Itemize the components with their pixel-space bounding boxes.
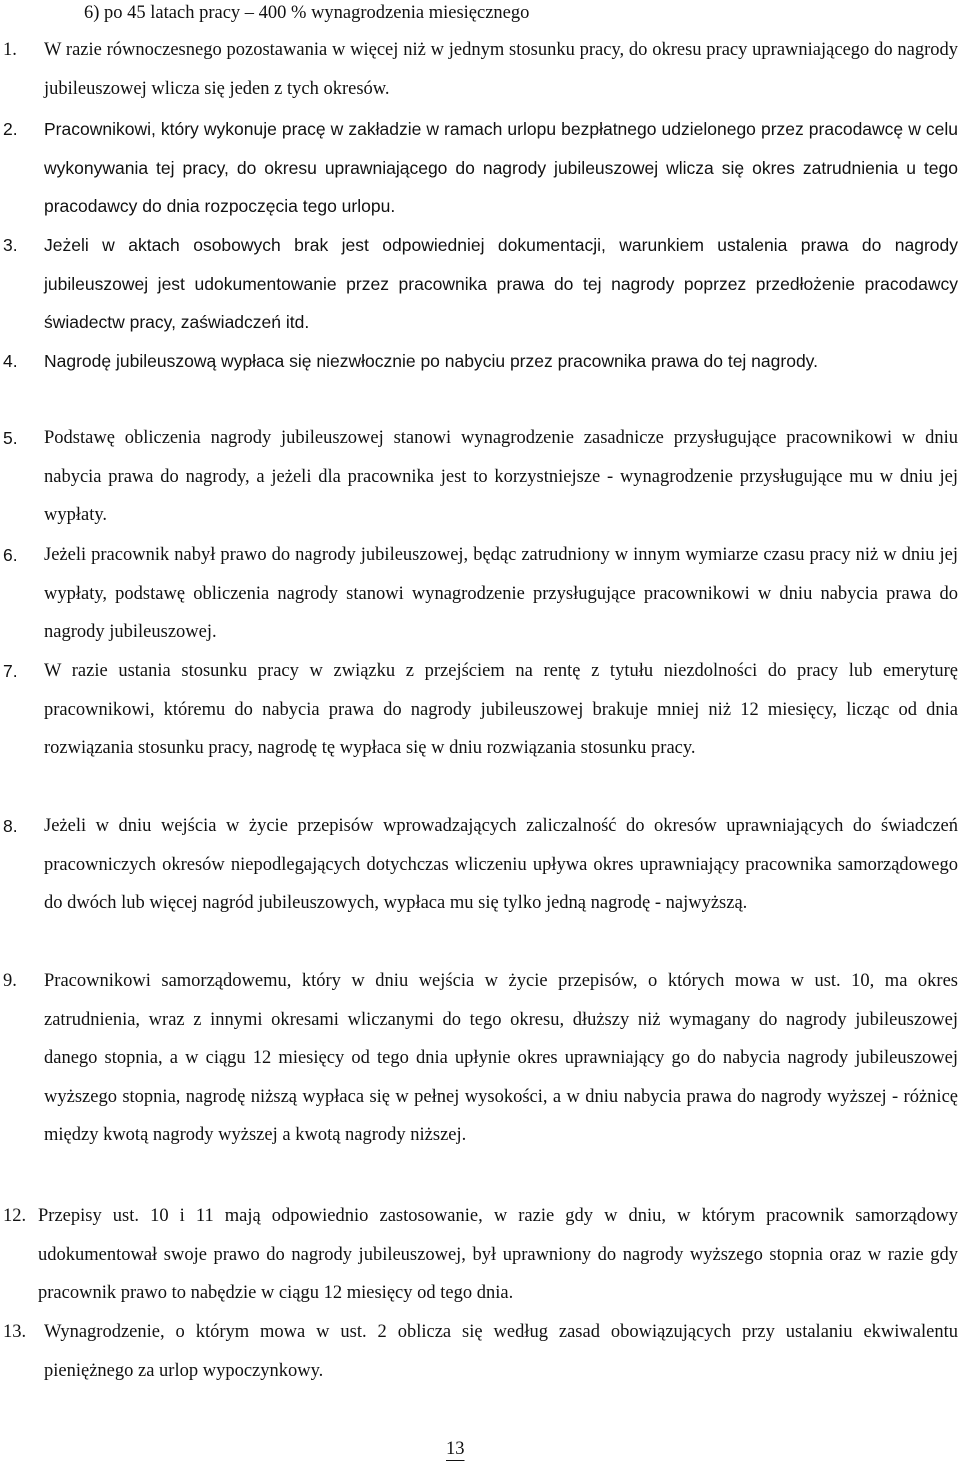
- paragraph-number: 12.: [3, 1206, 27, 1226]
- paragraph-number: 9.: [3, 971, 17, 991]
- paragraph-text: Podstawę obliczenia nagrody jubileuszowej stanowi wynagrodzenie zasadnicze przysługujące pracownikowi w dniu nabycia prawa do nagrody, a jeżeli dla pracownika jest to korzystniejsze - wynagrodzenie przysługujące mu w dniu jej wypłaty.: [44, 428, 958, 526]
- paragraph-number: 13.: [3, 1322, 27, 1342]
- paragraph-text: Pracownikowi samorządowemu, który w dniu wejścia w życie przepisów, o których mowa w ust. 10, ma okres zatrudnienia, wraz z innymi okresami wliczanymi do tego okresu, dłuższy niż wymagany do nagrody jubileuszowej danego stopnia, a w ciągu 12 miesięcy od tego dnia upłynie okres uprawniający go do nabycia nagrody jubileuszowej wyższego stopnia, nagrodę niższą wypłaca się w pełnej wysokości, a w dniu nabycia prawa do nagrody wyższej - różnicę między kwotą nagrody wyższej a kwotą nagrody niższej.: [44, 971, 958, 1146]
- paragraph-text: Jeżeli w dniu wejścia w życie przepisów wprowadzających zaliczalność do okresów uprawniających do świadczeń pracowniczych okresów niepodlegających dotychczas wliczeniu upływa okres uprawniający pracownika samorządowego do dwóch lub więcej nagród jubileuszowych, wypłaca mu się tylko jedną nagrodę - najwyższą.: [44, 816, 958, 914]
- paragraph-number: 7.: [3, 661, 18, 681]
- paragraph-number: 3.: [3, 235, 18, 255]
- paragraph-text: Wynagrodzenie, o którym mowa w ust. 2 oblicza się według zasad obowiązujących przy ustalaniu ekwiwalentu pieniężnego za urlop wypoczynkowy.: [44, 1322, 958, 1381]
- paragraph-number: 6.: [3, 545, 18, 565]
- paragraph-number: 4.: [3, 351, 18, 371]
- paragraph-number: 5.: [3, 428, 18, 448]
- page-number: 13: [446, 1439, 465, 1459]
- paragraph-text: [38, 1197, 958, 1313]
- paragraph-text: W razie ustania stosunku pracy w związku z przejściem na rentę z tytułu niezdolności do pracy lub emeryturę pracownikowi, któremu do nabycia prawa do nagrody jubileuszowej brakuje mniej niż 12 miesięcy, licząc od dnia rozwiązania stosunku pracy, nagrodę tę wypłaca się w dniu rozwiązania stosunku pracy.: [44, 661, 958, 759]
- paragraph-number: 1.: [3, 40, 17, 60]
- paragraph-continuation: 10 i 11 mają odpowiednio zastosowanie, w razie gdy w dniu, w którym pracownik samorządowy udokumentował swoje prawo do nagrody jubileuszowej, był uprawniony do nagrody wyższego stopnia oraz w razie gdy pracownik prawo to nabędzie w ciągu 12 miesięcy od tego dnia.: [38, 1206, 958, 1304]
- paragraph-text: Jeżeli pracownik nabył prawo do nagrody jubileuszowej, będąc zatrudniony w innym wymiarze czasu pracy niż w dniu jej wypłaty, podstawę obliczenia nagrody stanowi wynagrodzenie przysługujące pracownikowi w dniu nabycia prawa do nagrody jubileuszowej.: [44, 545, 958, 643]
- paragraph-text: Nagrodę jubileuszową wypłaca się niezwłocznie po nabyciu przez pracownika prawa do tej nagrody.: [44, 351, 818, 371]
- paragraph-text: W razie równoczesnego pozostawania w więcej niż w jednym stosunku pracy, do okresu pracy uprawniającego do nagrody jubileuszowej wlicza się jeden z tych okresów.: [44, 40, 958, 99]
- paragraph-number: 2.: [3, 119, 18, 139]
- paragraph-lead: Przepisy ust.: [38, 1206, 140, 1226]
- paragraph-number: 8.: [3, 816, 18, 836]
- list-item-6-tail: 6) po 45 latach pracy – 400 % wynagrodzenia miesięcznego: [84, 3, 530, 23]
- paragraph-text: Jeżeli w aktach osobowych brak jest odpowiedniej dokumentacji, warunkiem ustalenia prawa do nagrody jubileuszowej jest udokumentowanie przez pracownika prawa do tej nagrody poprzez przedłożenie pracodawcy świadectw pracy, zaświadczeń itd.: [44, 235, 958, 333]
- paragraph-text: Pracownikowi, który wykonuje pracę w zakładzie w ramach urlopu bezpłatnego udzielonego przez pracodawcę w celu wykonywania tej pracy, do okresu uprawniającego do nagrody jubileuszowej wlicza się okres zatrudnienia u tego pracodawcy do dnia rozpoczęcia tego urlopu.: [44, 119, 958, 217]
